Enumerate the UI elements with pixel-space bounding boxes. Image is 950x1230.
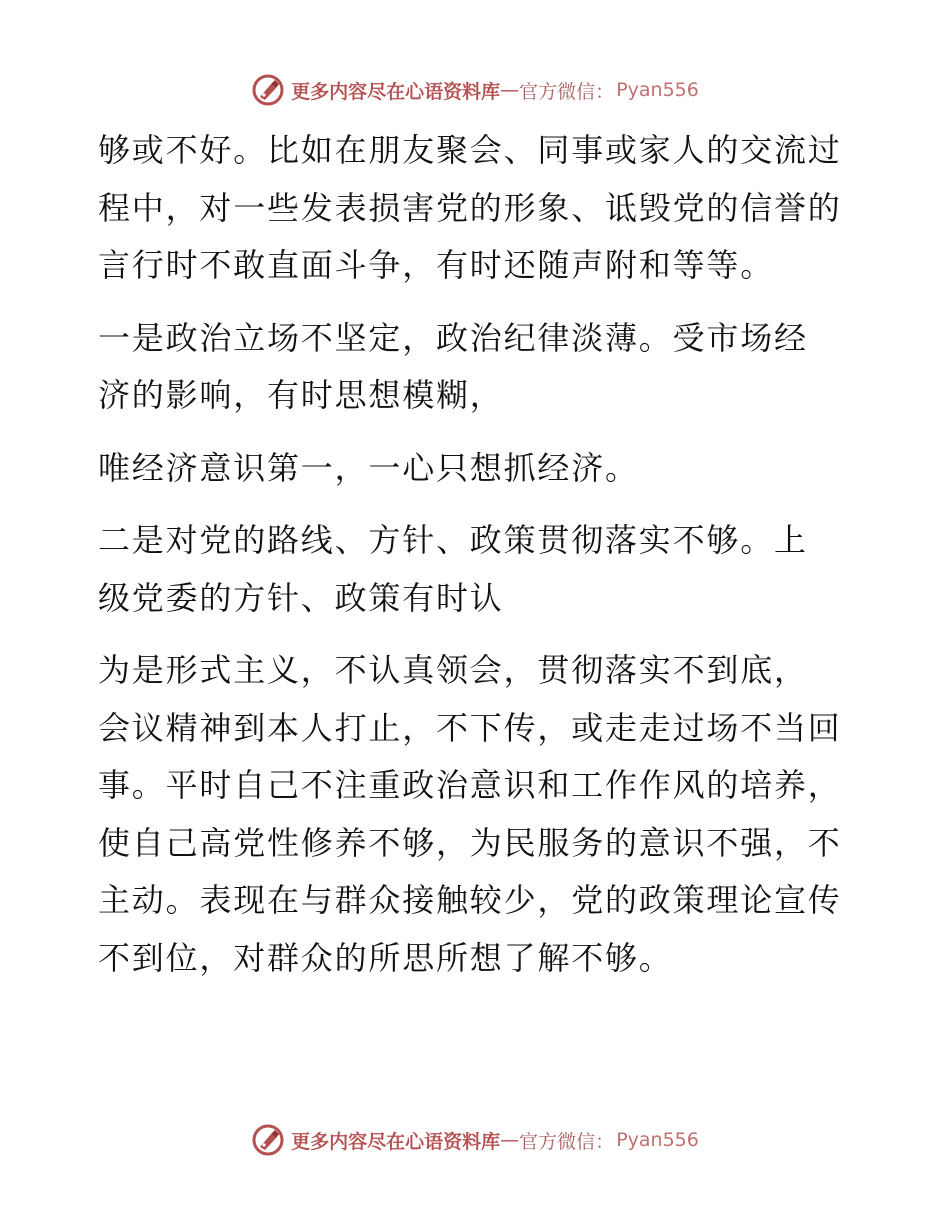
text-line: 唯经济意识第一，一心只想抓经济。	[98, 448, 639, 487]
watermark-dash: —	[500, 79, 520, 101]
paragraph-3	[98, 440, 858, 498]
watermark-wechat-id: Pyan556	[616, 79, 699, 101]
paragraph-gap	[98, 425, 858, 440]
text-line: 二是对党的路线、方针、政策贯彻落实不够。上	[98, 521, 808, 559]
paragraph-gap	[98, 627, 858, 642]
text-line: 主动。表现在与群众接触较少，党的政策理论宣传	[98, 881, 842, 919]
text-line: 为是形式主义，不认真领会，贯彻落实不到底，	[98, 651, 808, 689]
text-line: 程中，对一些发表损害党的形象、诋毁党的信誉的	[98, 188, 842, 227]
document-body	[98, 122, 858, 987]
watermark-main-text: 更多内容尽在心语资料库	[291, 1130, 501, 1153]
text-line: 使自己高党性修养不够，为民服务的意识不强，不	[98, 823, 842, 862]
text-line: 不到位，对群众的所思所想了解不够。	[98, 938, 673, 977]
text-line: 言行时不敢直面斗争，有时还随声附和等等。	[98, 246, 775, 284]
paragraph-5	[98, 642, 858, 987]
text-line: 够或不好。比如在朋友聚会、同事或家人的交流过	[98, 131, 842, 169]
paragraph-2	[98, 310, 858, 425]
text-line: 会议精神到本人打止，不下传，或走走过场不当回	[98, 708, 842, 747]
watermark-wechat-id: Pyan556	[616, 1129, 699, 1151]
pen-nib-circle-icon	[251, 1123, 285, 1157]
paragraph-1	[98, 122, 858, 295]
watermark-main-text: 更多内容尽在心语资料库	[291, 80, 501, 103]
paragraph-4	[98, 512, 858, 627]
text-line: 级党委的方针、政策有时认	[98, 578, 504, 617]
paragraph-gap	[98, 497, 858, 512]
text-line: 一是政治立场不坚定，政治纪律淡薄。受市场经	[98, 318, 808, 357]
pen-nib-circle-icon	[251, 73, 285, 107]
paragraph-gap	[98, 295, 858, 310]
watermark-sub-text: 官方微信：	[519, 1130, 615, 1153]
watermark-sub-text: 官方微信：	[519, 80, 615, 103]
header-watermark	[0, 70, 950, 110]
text-line: 事。平时自己不注重政治意识和工作作风的培养，	[98, 766, 842, 804]
watermark-dash: —	[500, 1129, 520, 1151]
text-line: 济的影响，有时思想模糊，	[98, 376, 504, 414]
footer-watermark	[0, 1120, 950, 1160]
